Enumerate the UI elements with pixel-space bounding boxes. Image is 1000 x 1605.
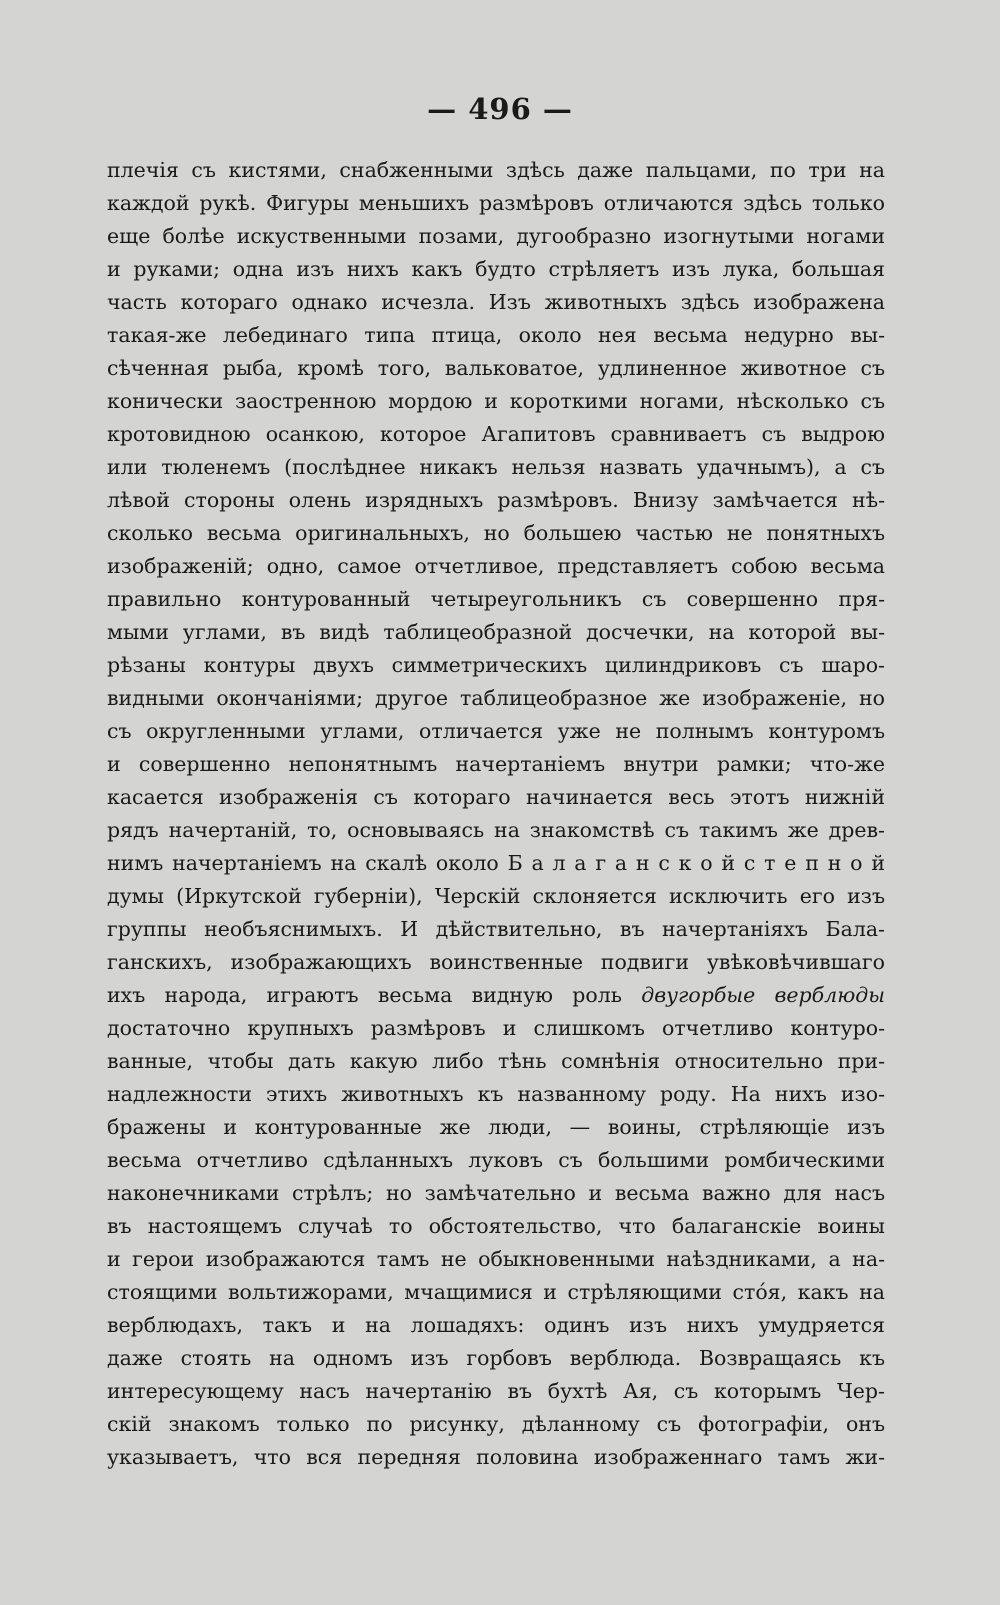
text-line: ганскихъ, изображающихъ воинственные подвиги увѣковѣчившаго (107, 950, 885, 974)
text-line: сколько весьма оригинальныхъ, но большею частью не понятныхъ (107, 521, 885, 545)
text-line: часть котораго однако исчезла. Изъ животныхъ здѣсь изображена (107, 290, 885, 314)
italic-phrase: двугорбые верблюды (641, 983, 885, 1007)
text-line: стоящими вольтижорами, мчащимися и стрѣляющими стóя, какъ на (107, 1280, 885, 1304)
text-line: правильно контурованный четыреугольникъ съ совершенно пря- (107, 587, 885, 611)
text-line: сѣченная рыба, кромѣ того, вальковатое, удлиненное животное съ (107, 356, 885, 380)
text-line: рядъ начертаній, то, основываясь на знакомствѣ съ такимъ же древ- (107, 818, 885, 842)
text-line: конически заостренною мордою и короткими ногами, нѣсколько съ (107, 389, 885, 413)
text-line: мыми углами, въ видѣ таблицеобразной досчечки, на которой вы- (107, 620, 885, 644)
text-line: думы (Иркутской губерніи), Черскій склоняется исключить его изъ (107, 884, 885, 908)
text-line: плечія съ кистями, снабженными здѣсь даже пальцами, по три на (107, 158, 885, 182)
text-line: видными окончаніями; другое таблицеобразное же изображеніе, но (107, 686, 885, 710)
text-line: нимъ начертаніемъ на скалѣ около Б а л а г а н с к о й с т е п н о й (107, 851, 885, 875)
text-line: весьма отчетливо сдѣланныхъ луковъ съ большими ромбическими (107, 1148, 885, 1172)
text-line: каждой рукѣ. Фигуры меньшихъ размѣровъ отличаются здѣсь только (107, 191, 885, 215)
text-line: группы необъяснимыхъ. И дѣйствительно, въ начертаніяхъ Бала- (107, 917, 885, 941)
text-line: лѣвой стороны олень изрядныхъ размѣровъ. Внизу замѣчается нѣ- (107, 488, 885, 512)
text-line: рѣзаны контуры двухъ симметрическихъ цилиндриковъ съ шаро- (107, 653, 885, 677)
text-line: еще болѣе искуственными позами, дугообразно изогнутыми ногами (107, 224, 885, 248)
text-line: указываетъ, что вся передняя половина изображеннаго тамъ жи- (107, 1445, 885, 1469)
text-line: бражены и контурованные же люди, — воины, стрѣляющіе изъ (107, 1115, 885, 1139)
text-line: и герои изображаются тамъ не обыкновенными наѣздниками, а на- (107, 1247, 885, 1271)
text-line: даже стоять на одномъ изъ горбовъ верблюда. Возвращаясь къ (107, 1346, 885, 1370)
text-line: въ настоящемъ случаѣ то обстоятельство, что балаганскіе воины (107, 1214, 885, 1238)
text-line: интересующему насъ начертанію въ бухтѣ Ая, съ которымъ Чер- (107, 1379, 885, 1403)
text-line: касается изображенія съ котораго начинается весь этотъ нижній (107, 785, 885, 809)
text-line: и совершенно непонятнымъ начертаніемъ внутри рамки; что-же (107, 752, 885, 776)
text-line: съ округленными углами, отличается уже не полнымъ контуромъ (107, 719, 885, 743)
text-line: наконечниками стрѣлъ; но замѣчательно и весьма важно для насъ (107, 1181, 885, 1205)
text-line: надлежности этихъ животныхъ къ названному роду. На нихъ изо- (107, 1082, 885, 1106)
text-line: и руками; одна изъ нихъ какъ будто стрѣляетъ изъ лука, большая (107, 257, 885, 281)
text-line: скій знакомъ только по рисунку, дѣланному съ фотографіи, онъ (107, 1412, 885, 1436)
text-line: верблюдахъ, такъ и на лошадяхъ: одинъ изъ нихъ умудряется (107, 1313, 885, 1337)
text-line-segment: ихъ народа, играютъ весьма видную роль (107, 983, 622, 1007)
text-line: достаточно крупныхъ размѣровъ и слишкомъ отчетливо контуро- (107, 1016, 885, 1040)
text-line: или тюленемъ (послѣднее никакъ нельзя назвать удачнымъ), а съ (107, 455, 885, 479)
text-line: кротовидною осанкою, которое Агапитовъ сравниваетъ съ выдрою (107, 422, 885, 446)
text-line: изображеній; одно, самое отчетливое, представляетъ собою весьма (107, 554, 885, 578)
page-number: — 496 — (427, 92, 573, 126)
body-text (107, 154, 885, 1474)
text-line: такая-же лебединаго типа птица, около нея весьма недурно вы- (107, 323, 885, 347)
text-line-with-italic (107, 979, 885, 1012)
text-line: ванные, чтобы дать какую либо тѣнь сомнѣнія относительно при- (107, 1049, 885, 1073)
